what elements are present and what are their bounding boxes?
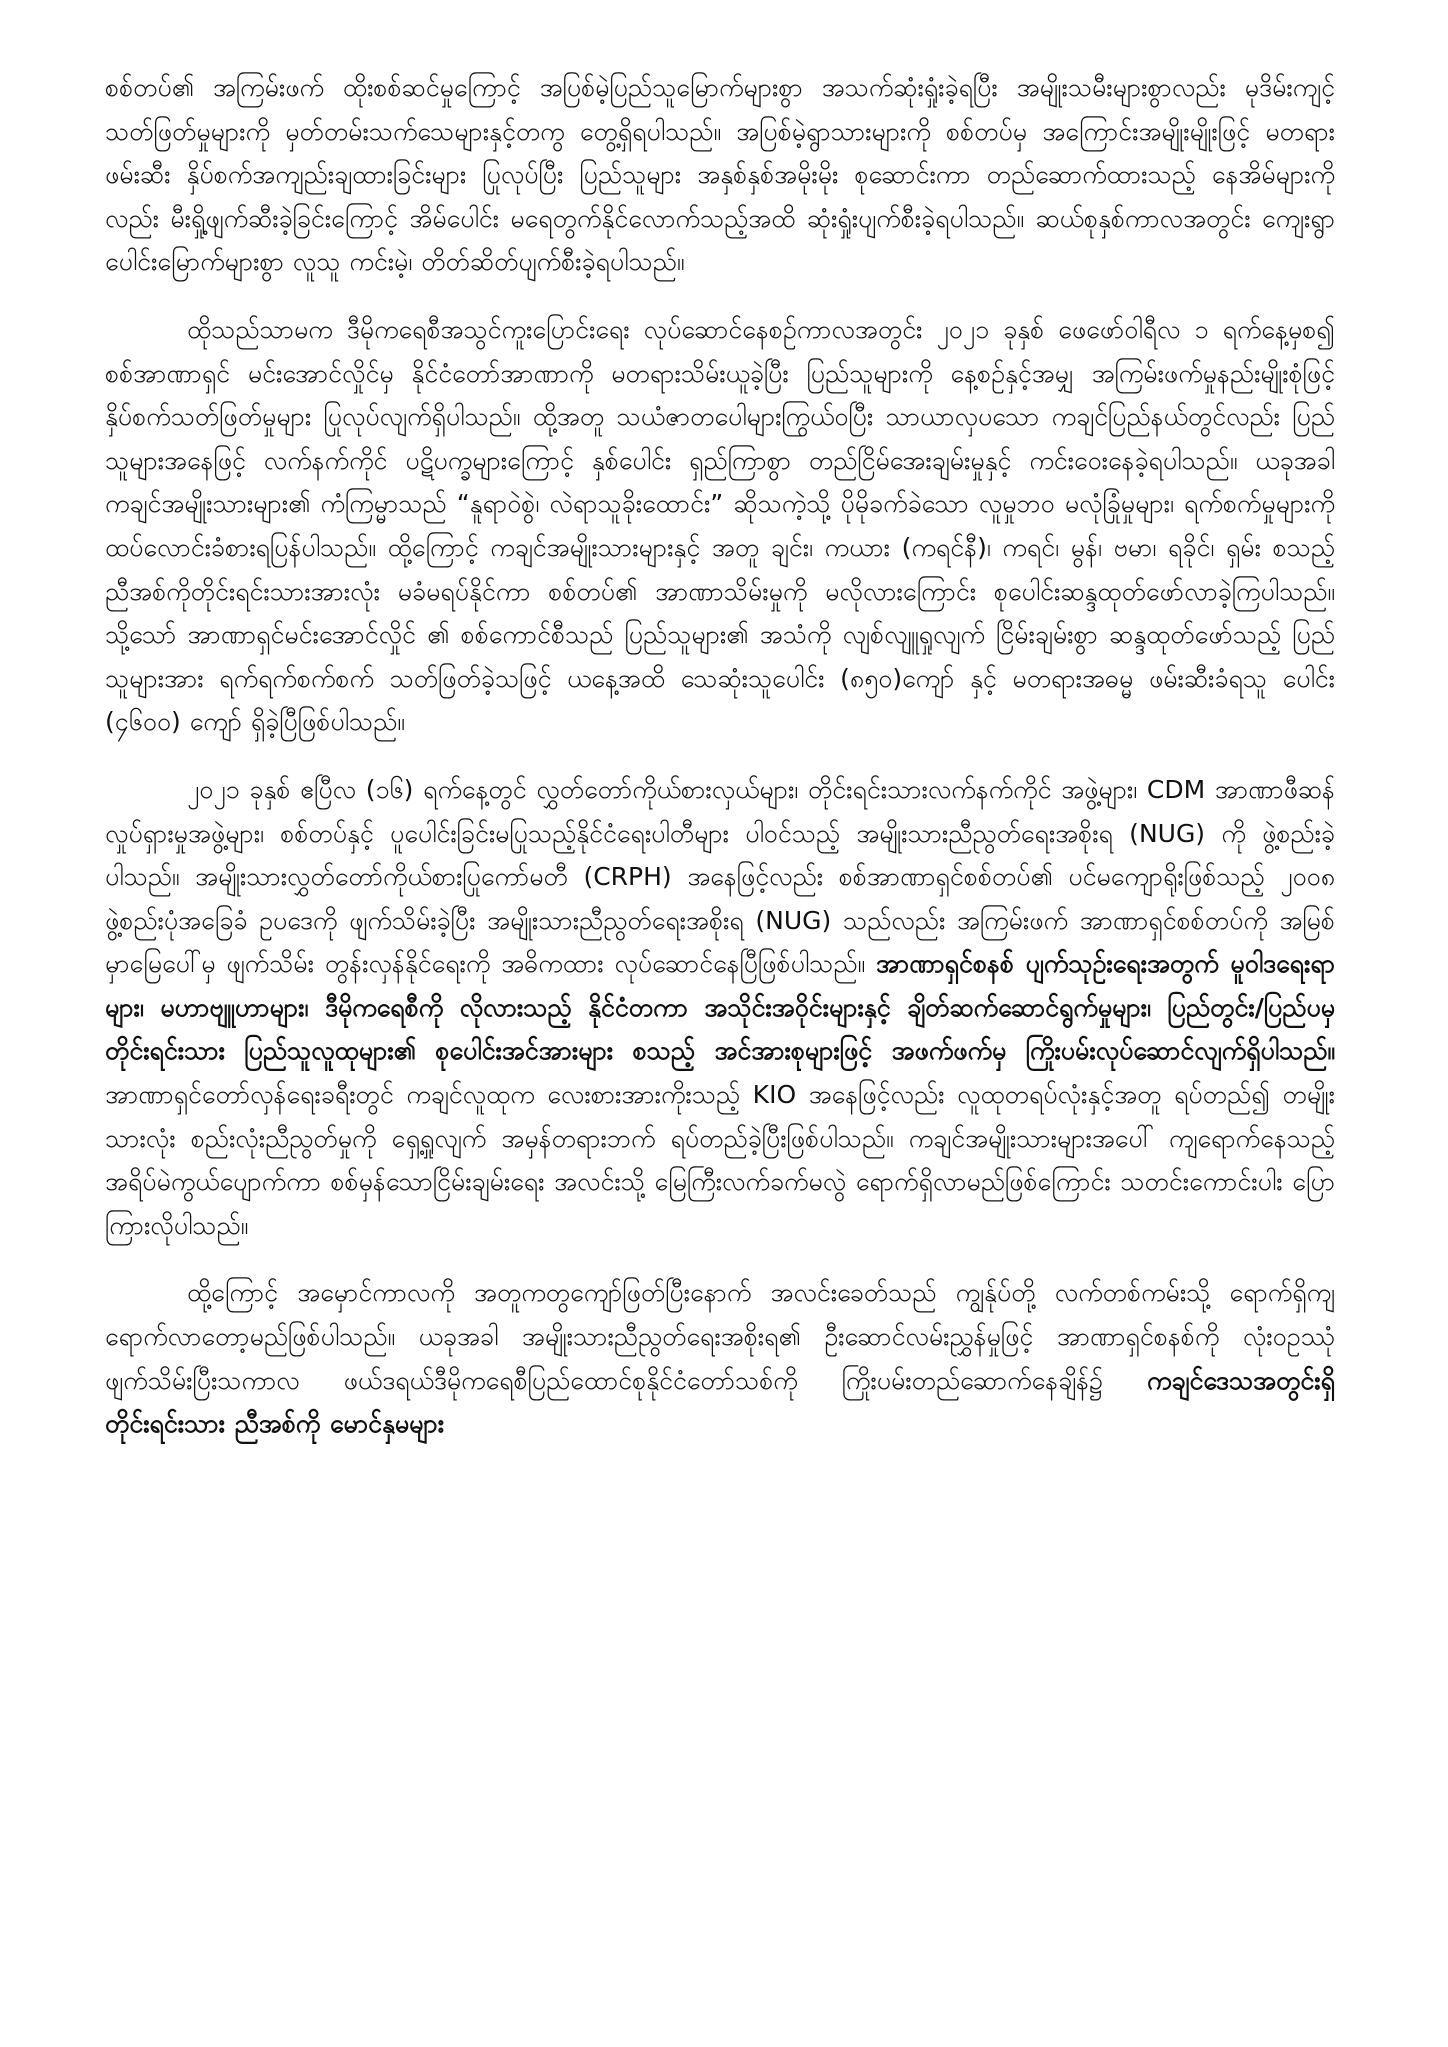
paragraph-4 [105,1271,1335,1445]
document-body [105,66,1335,1470]
paragraph-2-text: ထိုသည်သာမက ဒီမိုကရေစီအသွင်ကူးပြောင်းရေး လုပ်ဆောင်နေစဥ်ကာလအတွင်း ၂၀၂၁ ခုနှစ် ဖေဖော်ဝါရီလ ၁ ရက်နေ့မှစ၍ စစ်အာဏာရှင် မင်းအောင်လှိုင်မှ နိုင်ငံတော်အာဏာကို မတရားသိမ်းယူခဲ့ပြီး ပြည်သူများကို နေ့စဥ်နှင့်အမျှ အကြမ်းဖက်မှုနည်းမျိုးစုံဖြင့် နှိပ်စက်သတ်ဖြတ်မှုများ ပြုလုပ်လျက်ရှိပါသည်။ ထို့အတူ သယံဇာတပေါများကြွယ်ဝပြီး သာယာလှပသော ကချင်ပြည်နယ်တွင်လည်း ပြည်သူများအနေဖြင့် လက်နက်ကိုင် ပဋိပက္ခများကြောင့် နှစ်ပေါင်း ရှည်ကြာစွာ တည်ငြိမ်အေးချမ်းမှုနှင့် ကင်းဝေးနေခဲ့ရပါသည်။ ယခုအခါ ကချင်အမျိုးသားများ၏ ကံကြမ္မာသည် “နူရာဝဲစွဲ၊ လဲရာသူခိုးထောင်း” ဆိုသကဲ့သို့ ပိုမိုခက်ခဲသော လူမှုဘဝ မလုံခြုံမှုများ၊ ရက်စက်မှုများကို ထပ်လောင်းခံစားရပြန်ပါသည်။ ထို့ကြောင့် ကချင်အမျိုးသားများနှင့် အတူ ချင်း၊ ကယား (ကရင်နီ)၊ ကရင်၊ မွန်၊ ဗမာ၊ ရခိုင်၊ ရှမ်း စသည့် ညီအစ်ကိုတိုင်းရင်းသားအားလုံး မခံမရပ်နိုင်ကာ စစ်တပ်၏ အာဏာသိမ်းမှုကို မလိုလားကြောင်း စုပေါင်းဆန္ဒထုတ်ဖော်လာခဲ့ကြပါသည်။ သို့သော် အာဏာရှင်မင်းအောင်လှိုင် ၏ စစ်ကောင်စီသည် ပြည်သူများ၏ အသံကို လျစ်လျူရှုလျက် ငြိမ်းချမ်းစွာ ဆန္ဒထုတ်ဖော်သည့် ပြည်သူများအား ရက်ရက်စက်စက် သတ်ဖြတ်ခဲ့သဖြင့် ယနေ့အထိ သေဆုံးသူပေါင်း (၈၅၀)ကျော် နှင့် မတရားအဓမ္မ ဖမ်းဆီးခံရသူ ပေါင်း (၄၆၀၀) ကျော် ရှိခဲ့ပြီဖြစ်ပါသည်။ [105,314,1335,737]
paragraph-4-text: ထို့ကြောင့် အမှောင်ကာလကို အတူကတွကျော်ဖြတ်ပြီးနောက် အလင်းခေတ်သည် ကျွန်ုပ်တို့ လက်တစ်ကမ်းသို့ ရောက်ရှိကျရောက်လာတော့မည်ဖြစ်ပါသည်။ ယခုအခါ အမျိုးသားညီညွတ်ရေးအစိုးရ၏ ဦးဆောင်လမ်းညွှန်မှုဖြင့် အာဏာရှင်စနစ်ကို လုံးဝဥဿုံ ဖျက်သိမ်းပြီးသကာလ ဖယ်ဒရယ်ဒီမိုကရေစီပြည်ထောင်စုနိုင်ငံတော်သစ်ကို ကြိုးပမ်းတည်ဆောက်နေချိန်၌ [105,1278,1335,1395]
paragraph-1-text: စစ်တပ်၏ အကြမ်းဖက် ထိုးစစ်ဆင်မှုကြောင့် အပြစ်မဲ့ပြည်သူမြောက်များစွာ အသက်ဆုံးရှုံးခဲ့ရပြီး အမျိုးသမီးများစွာလည်း မုဒိမ်းကျင့်သတ်ဖြတ်မှုများကို မှတ်တမ်းသက်သေများနှင့်တကွ တွေ့ရှိရပါသည်။ အပြစ်မဲ့ရွာသားများကို စစ်တပ်မှ အကြောင်းအမျိုးမျိုးဖြင့် မတရားဖမ်းဆီး နှိပ်စက်အကျည်းချထားခြင်းများ ပြုလုပ်ပြီး ပြည်သူများ အနှစ်နှစ်အမိုးမိုး စုဆောင်းကာ တည်ဆောက်ထားသည့် နေအိမ်များကိုလည်း မီးရှို့ဖျက်ဆီးခဲ့ခြင်းကြောင့် အိမ်ပေါင်း မရေတွက်နိုင်လောက်သည့်အထိ ဆုံးရှုံးပျက်စီးခဲ့ရပါသည်။ ဆယ်စုနှစ်ကာလအတွင်း ကျေးရွာပေါင်းမြောက်များစွာ လူသူ ကင်းမဲ့၊ တိတ်ဆိတ်ပျက်စီးခဲ့ရပါသည်။ [105,73,1335,277]
paragraph-2 [105,308,1335,744]
paragraph-3-bold-text: အာဏာရှင်စနစ် ပျက်သုဉ်းရေးအတွက် မူဝါဒရေးရာများ၊ မဟာဗျူဟာများ၊ ဒီမိုကရေစီကို လိုလားသည့် နိုင်ငံတကာ အသိုင်းအဝိုင်းများနှင့် ချိတ်ဆက်ဆောင်ရွက်မှုများ၊ ပြည်တွင်း/ပြည်ပမှ တိုင်းရင်းသား ပြည်သူလူထုများ၏ စုပေါင်းအင်အားများ စသည့် အင်အားစုများဖြင့် အဖက်ဖက်မှ ကြိုးပမ်းလုပ်ဆောင်လျက်ရှိပါသည်။ [105,949,1335,1066]
paragraph-1 [105,66,1335,284]
paragraph-3 [105,768,1335,1248]
paragraph-3-text-a: ၂၀၂၁ ခုနှစ် ဧပြီလ (၁၆) ရက်နေ့တွင် လွှတ်တော်ကိုယ်စားလှယ်များ၊ တိုင်းရင်းသားလက်နက်ကိုင် အဖွဲ့များ၊ CDM အာဏာဖီဆန်လှုပ်ရှားမှုအဖွဲ့များ၊ စစ်တပ်နှင့် ပူပေါင်းခြင်းမပြုသည့်နိုင်ငံရေးပါတီများ ပါဝင်သည့် အမျိုးသားညီညွတ်ရေးအစိုးရ (NUG) ကို ဖွဲ့စည်းခဲ့ပါသည်။ အမျိုးသားလွှတ်တော်ကိုယ်စားပြုကော်မတီ (CRPH) အနေဖြင့်လည်း စစ်အာဏာရှင်စစ်တပ်၏ ပင်မကျောရိုးဖြစ်သည့် ၂၀၀၈ ဖွဲ့စည်းပုံအခြေခံ ဥပဒေကို ဖျက်သိမ်းခဲ့ပြီး အမျိုးသားညီညွတ်ရေးအစိုးရ (NUG) သည်လည်း အကြမ်းဖက် အာဏာရှင်စစ်တပ်ကို အမြစ်မှာမြေပေါ်မှ ဖျက်သိမ်း တွန်းလှန်နိုင်ရေးကို အဓိကထား လုပ်ဆောင်နေပြီဖြစ်ပါသည်။ [105,774,1335,979]
paragraph-3-text-b: အာဏာရှင်တော်လှန်ရေးခရီးတွင် ကချင်လူထုက လေးစားအားကိုးသည့် KIO အနေဖြင့်လည်း လူထုတရပ်လုံးနှင့်အတူ ရပ်တည်၍ တမျိုးသားလုံး စည်းလုံးညီညွတ်မှုကို ရှေ့ရှုလျက် အမှန်တရားဘက် ရပ်တည်ခဲ့ပြီးဖြစ်ပါသည်။ ကချင်အမျိုးသားများအပေါ် ကျရောက်နေသည့် အရိပ်မဲကွယ်ပျောက်ကာ စစ်မှန်သောငြိမ်းချမ်းရေး အလင်းသို့ မြေကြီးလက်ခက်မလွဲ ရောက်ရှိလာမည်ဖြစ်ကြောင်း သတင်းကောင်းပါး ပြောကြားလိုပါသည်။ [105,1080,1335,1240]
paragraph-4-bold-text: ကချင်ဒေသအတွင်းရှိ တိုင်းရင်းသား ညီအစ်ကို မောင်နှမများ [105,1365,1335,1439]
